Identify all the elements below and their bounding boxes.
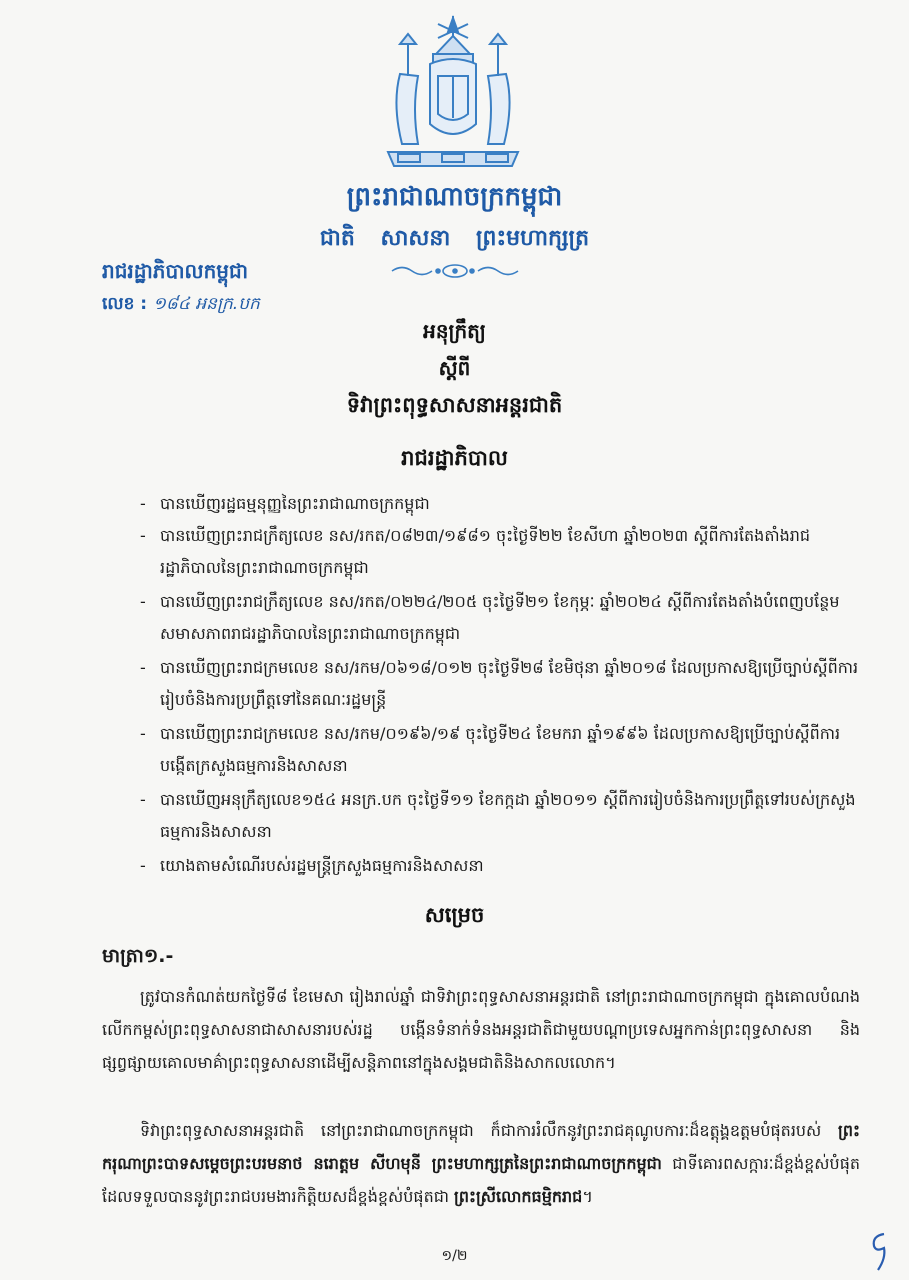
visa-item: - បានឃើញរដ្ឋធម្មនុញ្ញនៃព្រះរាជាណាចក្រកម្ពុជា [140,488,860,520]
visa-item: - បានឃើញអនុក្រឹត្យលេខ១៥៤ អនក្រ.បក ចុះថ្ងៃទី១១ ខែកក្កដា ឆ្នាំ២០១១ ស្តីពីការរៀបចំនិងការប្រព្រឹត្តទៅរបស់ក្រសួងធម្មការនិងសាសនា [140,784,860,848]
visa-item: - យោងតាមសំណើរបស់រដ្ឋមន្ត្រីក្រសួងធម្មការនិងសាសនា [140,850,860,882]
honorific-title: ព្រះស្រីលោកធម្មិករាជ [454,1187,583,1206]
page-number: ១/២ [441,1248,468,1264]
on-label: ស្តីពី [438,356,471,380]
visa-item: - បានឃើញព្រះរាជក្រមលេខ នស/រកម/០១៩៦/១៩ ចុះថ្ងៃទី២៤ ខែមករា ឆ្នាំ១៩៩៦ ដែលប្រកាសឱ្យប្រើច្បាប់ស្តីពីការបង្កើតក្រសួងធម្មការនិងសាសនា [140,718,860,782]
paragraph-text: ជាទីគោរពសក្ការៈដ៏ខ្ពង់ខ្ពស់បំផុត ដែលទទួលបាននូវព្រះរាជបរមងារកិត្តិយសដ៏ខ្ពង់ខ្ពស់បំផុតជា [102,1154,861,1206]
paragraph-text: ។ [582,1187,593,1206]
king-title: ព្រះករុណាព្រះបាទសម្តេចព្រះបរមនាថ នរោត្តម សីហមុនី ព្រះមហាក្សត្រនៃព្រះរាជាណាចក្រកម្ពុជា [102,1121,860,1173]
visa-item: - បានឃើញព្រះរាជក្រមលេខ នស/រកម/០៦១៨/០១២ ចុះថ្ងៃទី២៨ ខែមិថុនា ឆ្នាំ២០១៨ ដែលប្រកាសឱ្យប្រើច្បាប់ស្តីពីការរៀបចំនិងការប្រព្រឹត្តទៅនៃគណៈរដ្ឋមន្ត្រី [140,652,860,716]
divider-ornament-icon [388,262,522,280]
royal-coat-of-arms-icon [378,14,528,174]
visa-item: - បានឃើញព្រះរាជក្រឹត្យលេខ នស/រកត/០៨២៣/១៩៨១ ចុះថ្ងៃទី២២ ខែសីហា ឆ្នាំ២០២៣ ស្តីពីការតែងតាំងរាជរដ្ឋាភិបាលនៃព្រះរាជាណាចក្រកម្ពុជា [140,520,860,584]
article-heading: មាត្រា១.- [102,945,174,967]
handwritten-initial-icon [864,1228,894,1272]
visa-list [140,488,860,882]
government-name: រាជរដ្ឋាភិបាលកម្ពុជា [102,259,248,283]
decides-heading: សម្រេច [424,903,485,927]
decree-number [102,293,260,318]
decree-number-label: លេខ : [102,294,148,314]
issuing-body: រាជរដ្ឋាភិបាល [401,446,508,470]
national-motto: ជាតិ សាសនា ព្រះមហាក្សត្រ [319,226,590,251]
paragraph-text: ទិវាព្រះពុទ្ធសាសនាអន្តរជាតិ នៅព្រះរាជាណាចក្រកម្ពុជា ក៏ជាការរំលឹកនូវព្រះរាជគុណូបការៈដ៏ឧត្តុង្គឧត្តមបំផុតរបស់ [140,1121,839,1140]
article-paragraph: ត្រូវបានកំណត់យកថ្ងៃទី៨ ខែមេសា រៀងរាល់ឆ្នាំ ជាទិវាព្រះពុទ្ធសាសនាអន្តរជាតិ នៅព្រះរាជាណាចក្រកម្ពុជា ក្នុងគោលបំណងលើកកម្ពស់ព្រះពុទ្ធសាសនាជាសាសនារបស់រដ្ឋ បង្កើនទំនាក់ទំនងអន្តរជាតិជាមួយបណ្តាប្រទេសអ្នកកាន់ព្រះពុទ្ធសាសនា និងផ្សព្វផ្សាយគោលមាគ៌ាព្រះពុទ្ធសាសនាដើម្បីសន្តិភាពនៅក្នុងសង្គមជាតិនិងសាកលលោក។ [102,987,860,1072]
decree-subject: ទិវាព្រះពុទ្ធសាសនាអន្តរជាតិ [346,393,563,417]
decree-title: អនុក្រឹត្យ [423,319,486,343]
decree-number-value: ១៨៤ អនក្រ.បក [153,294,260,314]
kingdom-title: ព្រះរាជាណាចក្រកម្ពុជា [346,182,563,212]
visa-item: - បានឃើញព្រះរាជក្រឹត្យលេខ នស/រកត/០២២៤/២០៥ ចុះថ្ងៃទី២១ ខែកុម្ភៈ ឆ្នាំ២០២៤ ស្តីពីការតែងតាំងបំពេញបន្ថែមសមាសភាពរាជរដ្ឋាភិបាលនៃព្រះរាជាណាចក្រកម្ពុជា [140,586,860,650]
article-paragraph [102,1114,860,1213]
